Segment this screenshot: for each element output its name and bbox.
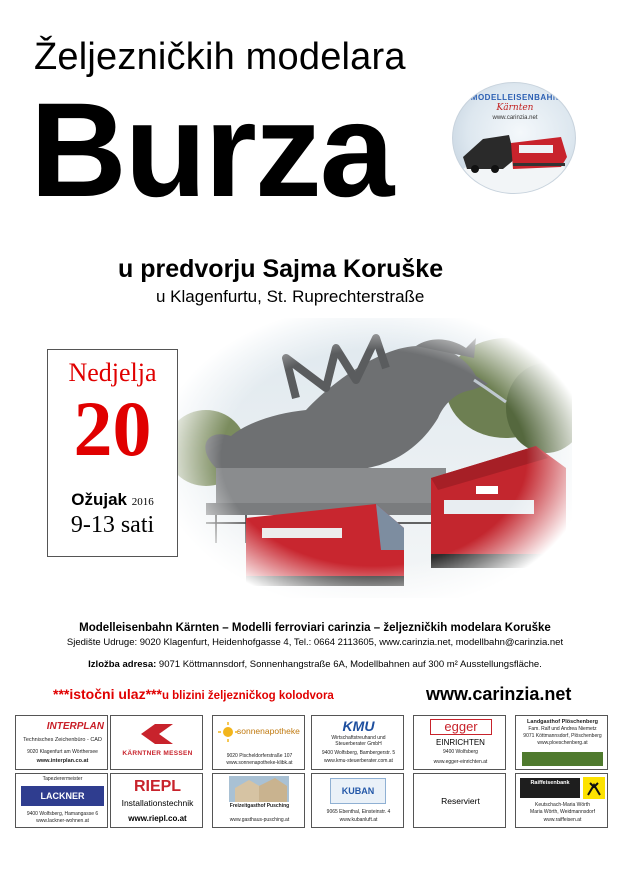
dragon-train-photo xyxy=(176,318,572,598)
sponsor-kuban: KUBAN 9065 Ebenthal, Einsteinstr. 4 www.kubanluft.at xyxy=(311,773,404,828)
organizer-line: Modelleisenbahn Kärnten – Modelli ferroviari carinzia – željezničkih modelara Koruške xyxy=(79,622,551,634)
club-logo xyxy=(452,82,576,194)
poster-subtitle: Željezničkih modelara xyxy=(34,36,406,78)
event-month-year xyxy=(48,490,177,510)
sponsor-interplan: INTERPLAN Technisches Zeichenbüro - CAD 9020 Klagenfurt am Wörthersee www.interplan.co.at xyxy=(15,715,108,770)
sponsor-kaerntner-messen: KÄRNTNER MESSEN xyxy=(110,715,203,770)
event-time: 9-13 sati xyxy=(70,512,155,538)
website-link[interactable]: www.carinzia.net xyxy=(426,684,572,704)
sponsor-grid xyxy=(15,715,610,830)
logo-line-3: www.carinzia.net xyxy=(492,115,538,121)
poster-title: Burza xyxy=(30,76,393,225)
entrance-rest: u blizini željezničkog kolodvora xyxy=(161,690,334,702)
logo-trains-icon xyxy=(453,83,576,194)
raiffeisen-banner: Raiffeisenbank xyxy=(520,778,580,798)
exhibition-label: Izložba adresa: xyxy=(88,659,157,670)
sponsor-lackner: Tapezierermeister LACKNER 9400 Wolfsberg, Hamangasse 6 www.lackner-wohnen.at xyxy=(15,773,108,828)
association-seat-line: Sjedište Udruge: 9020 Klagenfurt, Heidenhofgasse 4, Tel.: 0664 2113605, www.carinzia.net, modellbahn@carinzia.net xyxy=(66,637,564,648)
logo-line-1: MODELLEISENBAHN xyxy=(470,93,560,102)
event-weekday: Nedjelja xyxy=(68,358,157,387)
logo-line-2: Kärnten xyxy=(496,103,534,113)
exhibition-address: 9071 Köttmannsdorf, Sonnenhangstraße 6A, Modellbahnen auf 300 m² Ausstellungsfläche. xyxy=(158,659,542,670)
sponsor-egger: egger EINRICHTEN 9400 Wolfsberg www.egger-einrichten.at xyxy=(413,715,506,770)
guesthouse-photo xyxy=(229,776,289,802)
sponsor-sonnenapotheke: sonnenapotheke 9020 Pischeldorferstraße 107 www.sonnenapotheke-klibk.at xyxy=(212,715,305,770)
ploeschenberg-banner xyxy=(522,752,603,766)
sun-icon xyxy=(218,722,238,742)
sponsor-reserved: Reserviert xyxy=(413,773,506,828)
sponsor-ploeschenberg: Landgasthof Plöschenberg Fam. Ralf und Andrea Niemetz 9071 Köttmannsdorf, Plöschenberg www.ploeschenberg.at xyxy=(515,715,608,770)
exhibition-address-line xyxy=(0,659,630,670)
sponsor-raiffeisen: Raiffeisenbank Keutschach-Maria Wörth Maria Wörth, Weidmannsdorf www.raiffeisen.at xyxy=(515,773,608,828)
venue-line-2: u Klagenfurtu, St. Ruprechterstraße xyxy=(156,287,425,306)
entrance-note xyxy=(53,686,334,702)
event-month: Ožujak xyxy=(71,490,127,509)
raiffeisen-logo-icon xyxy=(583,777,605,799)
sponsor-riepl: RIEPL Installationstechnik www.riepl.co.at xyxy=(110,773,203,828)
sponsor-kmu: KMU Wirtschaftstreuhand und Steuerberater GmbH 9400 Wolfsberg, Bambergerstr. 5 www.kmu-steuerberater.com.at xyxy=(311,715,404,770)
entrance-main: ***istočni ulaz*** xyxy=(53,686,162,702)
event-date-box xyxy=(47,349,178,557)
event-day-number: 20 xyxy=(73,385,152,472)
event-year: 2016 xyxy=(131,496,154,508)
sponsor-pusching: Freizeitgasthof Pusching www.gasthaus-pusching.at xyxy=(212,773,305,828)
venue-line-1: u predvorju Sajma Koruške xyxy=(118,255,444,283)
messe-logo-icon xyxy=(137,722,177,746)
